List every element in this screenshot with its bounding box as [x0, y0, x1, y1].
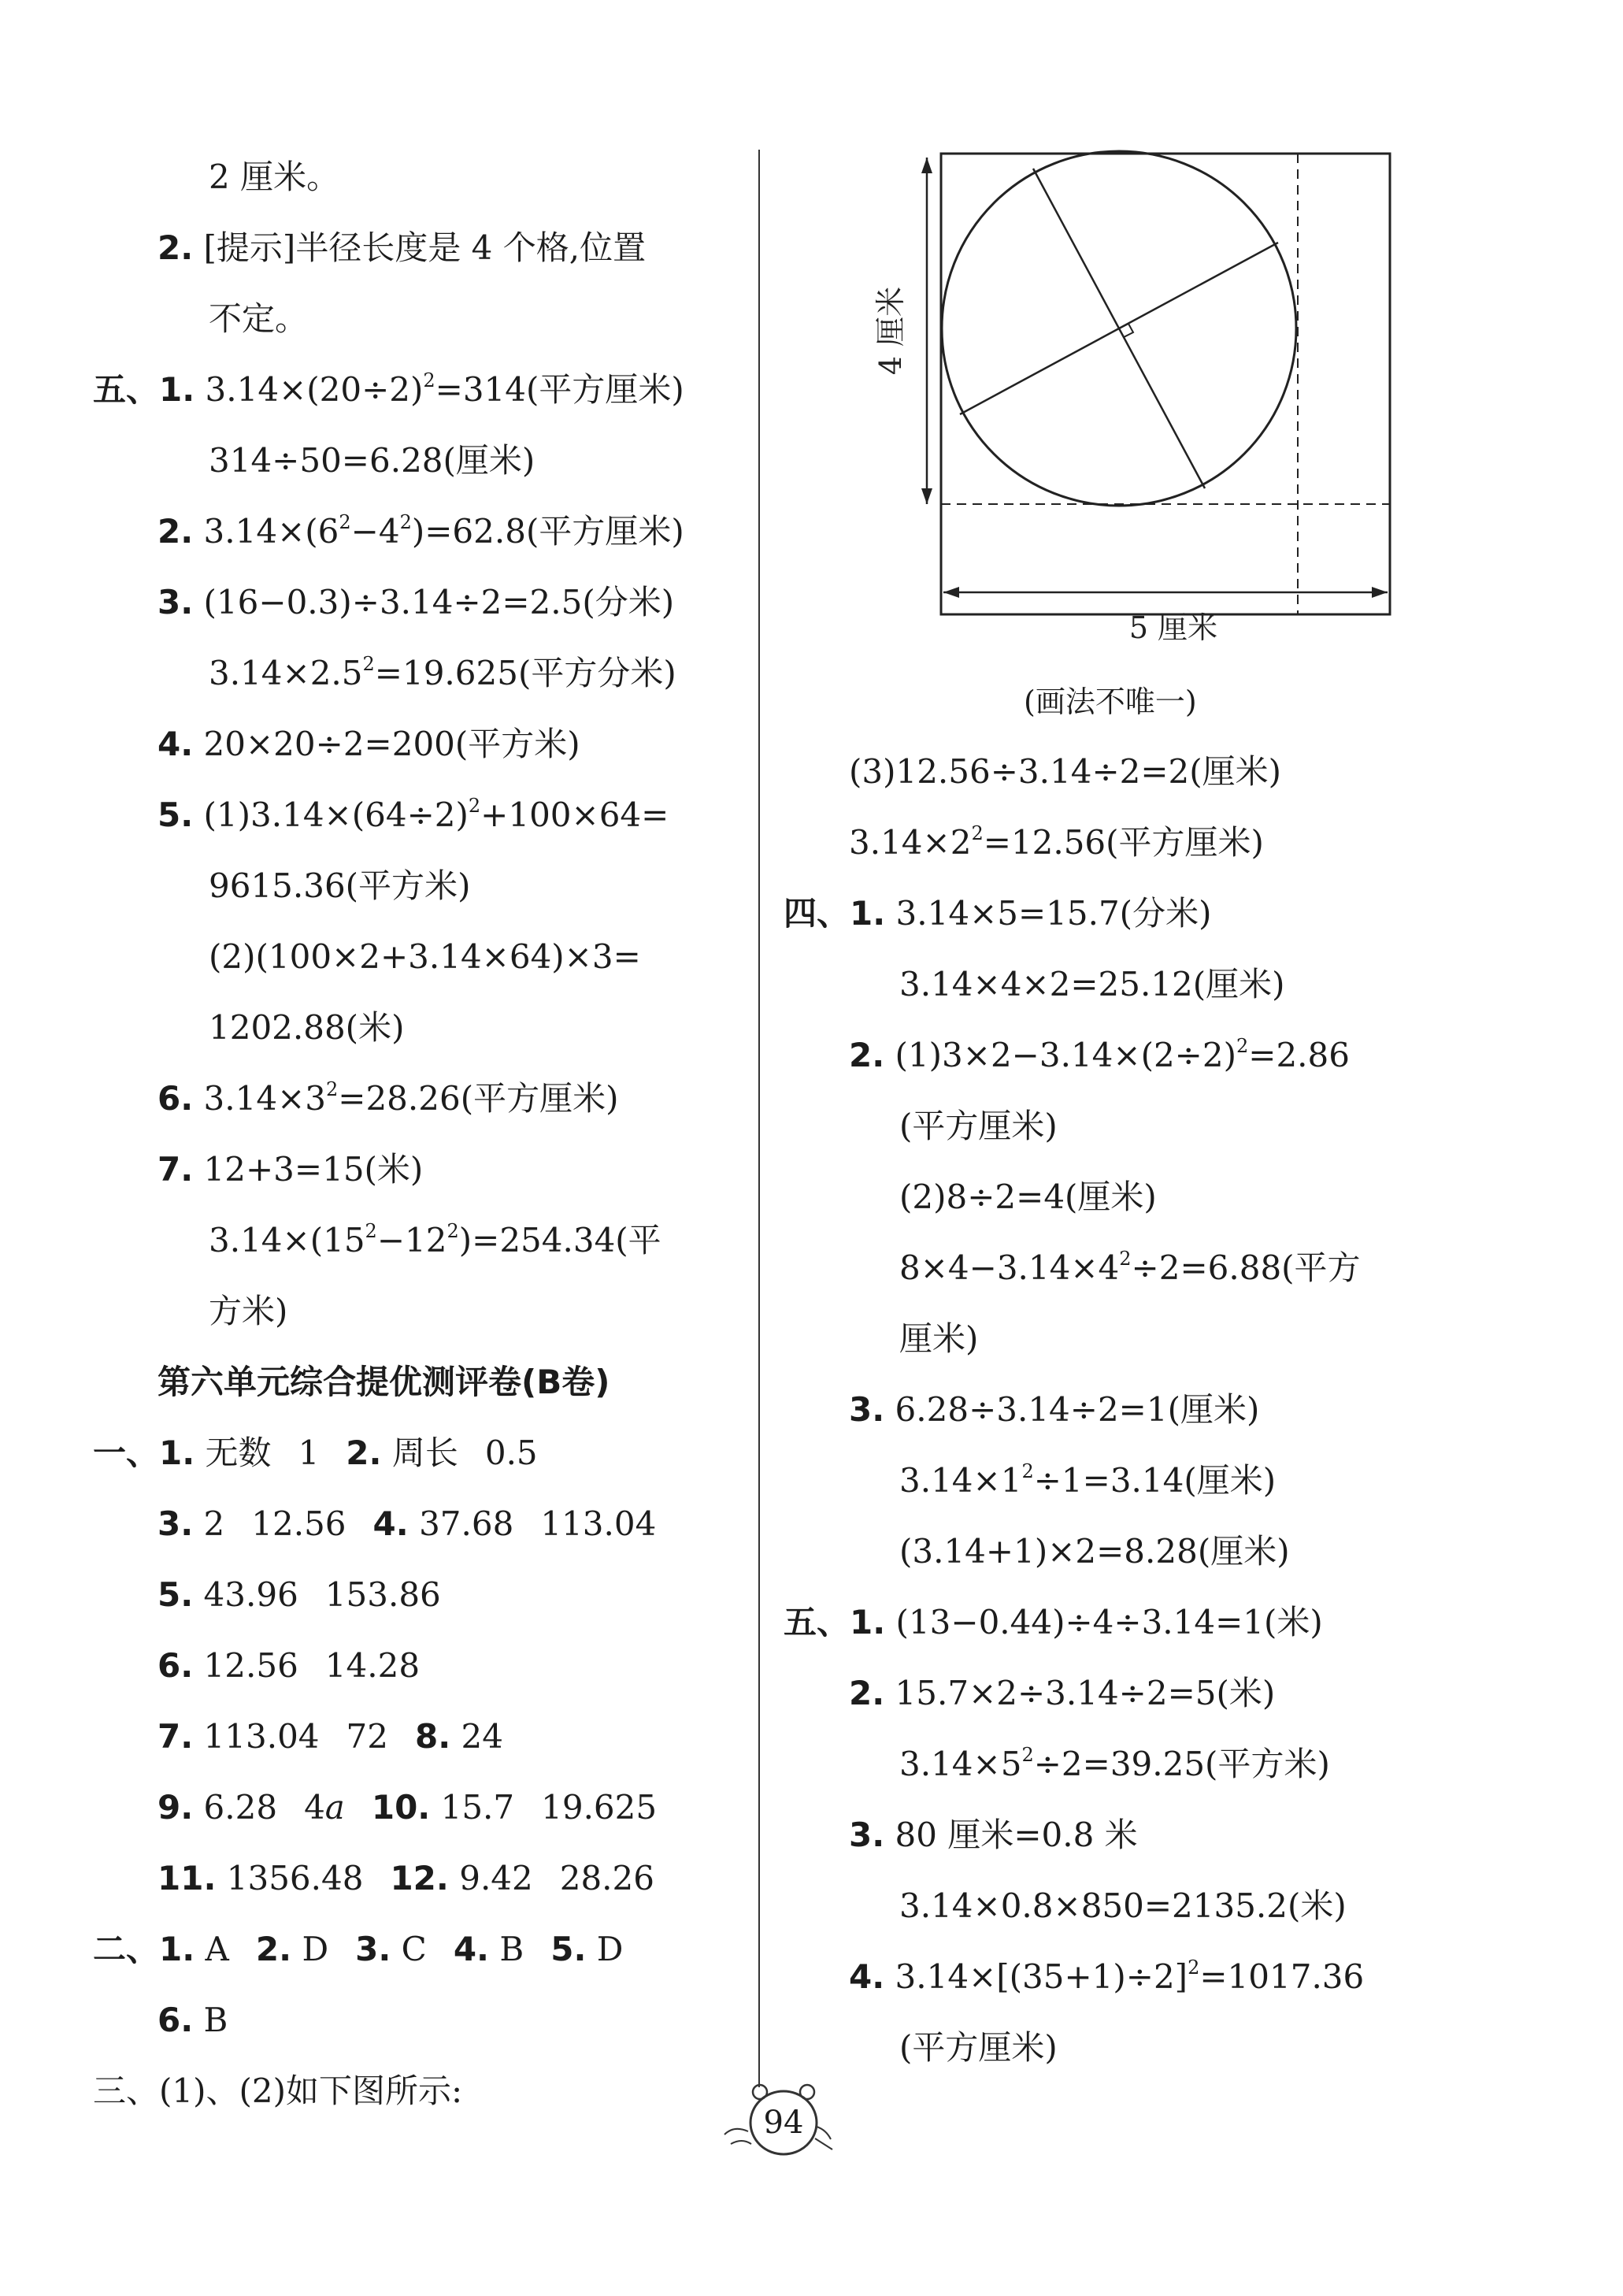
- answer-line: $3.14\times 5^2\div 2=39.25$(平方米): [899, 1744, 1330, 1783]
- answer-line: 1202.88(米): [209, 1008, 405, 1047]
- answer-line: (3)12.56÷3.14÷2=2(厘米): [849, 752, 1282, 791]
- answer-line: 6. $3.14\times 3^2=28.26$(平方厘米): [157, 1078, 619, 1118]
- answer-line: 6. 12.56 14.28: [157, 1646, 421, 1685]
- height-label: 4 厘米: [873, 286, 908, 376]
- answer-line: 4. 20×20÷2=200(平方米): [157, 725, 580, 763]
- section-four-line: 四、1. 3.14×5=15.7(分米): [784, 894, 1212, 933]
- answer-line: 6. B: [157, 2001, 228, 2039]
- answer-line: 2. $(1)3\times 2-3.14\times(2\div 2)^2=2.86$: [849, 1035, 1350, 1074]
- answer-line: $8\times 4-3.14\times 4^2\div 2=6.88$(平方: [899, 1248, 1361, 1287]
- answer-line: $3.14\times 2^2=12.56$(平方厘米): [849, 822, 1264, 862]
- answer-line: 5. 43.96 153.86: [157, 1575, 441, 1614]
- answer-line: 7. 113.04 72 8. 24: [157, 1717, 503, 1756]
- arrow-left: [943, 587, 959, 598]
- section-five-line: 五、1. $3.14\times(20\div 2)^2=314$(平方厘米): [93, 369, 684, 409]
- answer-line: (平方厘米): [899, 2028, 1058, 2067]
- answer-line: 5. $(1)3.14\times(64\div 2)^2+100\times 64=$: [157, 795, 669, 834]
- answer-line: (2)8÷2=4(厘米): [899, 1178, 1157, 1216]
- answer-line: 11. 1356.48 12. 9.42 28.26: [157, 1859, 654, 1897]
- answer-line: 方米): [209, 1292, 288, 1330]
- outer-rectangle: [941, 154, 1390, 614]
- arrow-up: [921, 158, 932, 173]
- page-number: 94: [763, 2105, 804, 2141]
- section-three-line: 三、(1)、(2)如下图所示:: [93, 2072, 463, 2110]
- answer-line: 4. $3.14\times[(35+1)\div 2]^2=1017.36$: [849, 1957, 1365, 1996]
- answer-line: $3.14\times 1^2\div 1=3.14$(厘米): [899, 1460, 1277, 1500]
- answer-line: 3. 6.28÷3.14÷2=1(厘米): [849, 1390, 1260, 1429]
- answer-line: 9615.36(平方米): [209, 866, 471, 905]
- width-label: 5 厘米: [1128, 610, 1218, 645]
- answer-line: 不定。: [209, 299, 309, 338]
- answer-line: 3. 80 厘米=0.8 米: [849, 1816, 1138, 1854]
- section-heading: 第六单元综合提优测评卷(B卷): [157, 1363, 610, 1401]
- answer-line: $3.14\times 2.5^2=19.625$(平方分米): [209, 653, 676, 692]
- answer-line: 3.14×4×2=25.12(厘米): [899, 965, 1285, 1003]
- answer-line: (3.14+1)×2=8.28(厘米): [899, 1532, 1290, 1571]
- answer-line: (2)(100×2+3.14×64)×3=: [209, 937, 641, 976]
- circle-diagram: [873, 142, 1410, 646]
- answer-line: 9. 6.28 4a 10. 15.7 19.625: [157, 1788, 658, 1827]
- arrow-right: [1372, 587, 1388, 598]
- page-number-badge: [717, 2079, 858, 2158]
- column-divider: [758, 150, 760, 2087]
- answer-line: 2. 15.7×2÷3.14÷2=5(米): [849, 1674, 1276, 1712]
- answer-line: 厘米): [899, 1319, 979, 1358]
- answer-line: $3.14\times(15^2-12^2)=254.34$(平: [209, 1220, 661, 1259]
- answer-line: 2. [提示]半径长度是 4 个格,位置: [157, 228, 647, 267]
- section-two-line: 二、1. A 2. D 3. C 4. B 5. D: [93, 1930, 624, 1968]
- answer-line: 2 厘米。: [209, 158, 340, 196]
- arrow-down: [921, 488, 932, 504]
- answer-line: 314÷50=6.28(厘米): [209, 441, 535, 480]
- figure-caption: (画法不唯一): [1024, 684, 1197, 719]
- answer-line: 3. (16−0.3)÷3.14÷2=2.5(分米): [157, 583, 675, 621]
- section-five-line: 五、1. (13−0.44)÷4÷3.14=1(米): [784, 1603, 1323, 1641]
- answer-line: 7. 12+3=15(米): [157, 1150, 424, 1189]
- answer-line: 3.14×0.8×850=2135.2(米): [899, 1886, 1347, 1925]
- section-one-line: 一、1. 无数 1 2. 周长 0.5: [93, 1434, 538, 1472]
- answer-line: 2. $3.14\times(6^2-4^2)=62.8$(平方厘米): [157, 511, 684, 551]
- answer-line: 3. 2 12.56 4. 37.68 113.04: [157, 1504, 657, 1543]
- answer-line: (平方厘米): [899, 1107, 1058, 1145]
